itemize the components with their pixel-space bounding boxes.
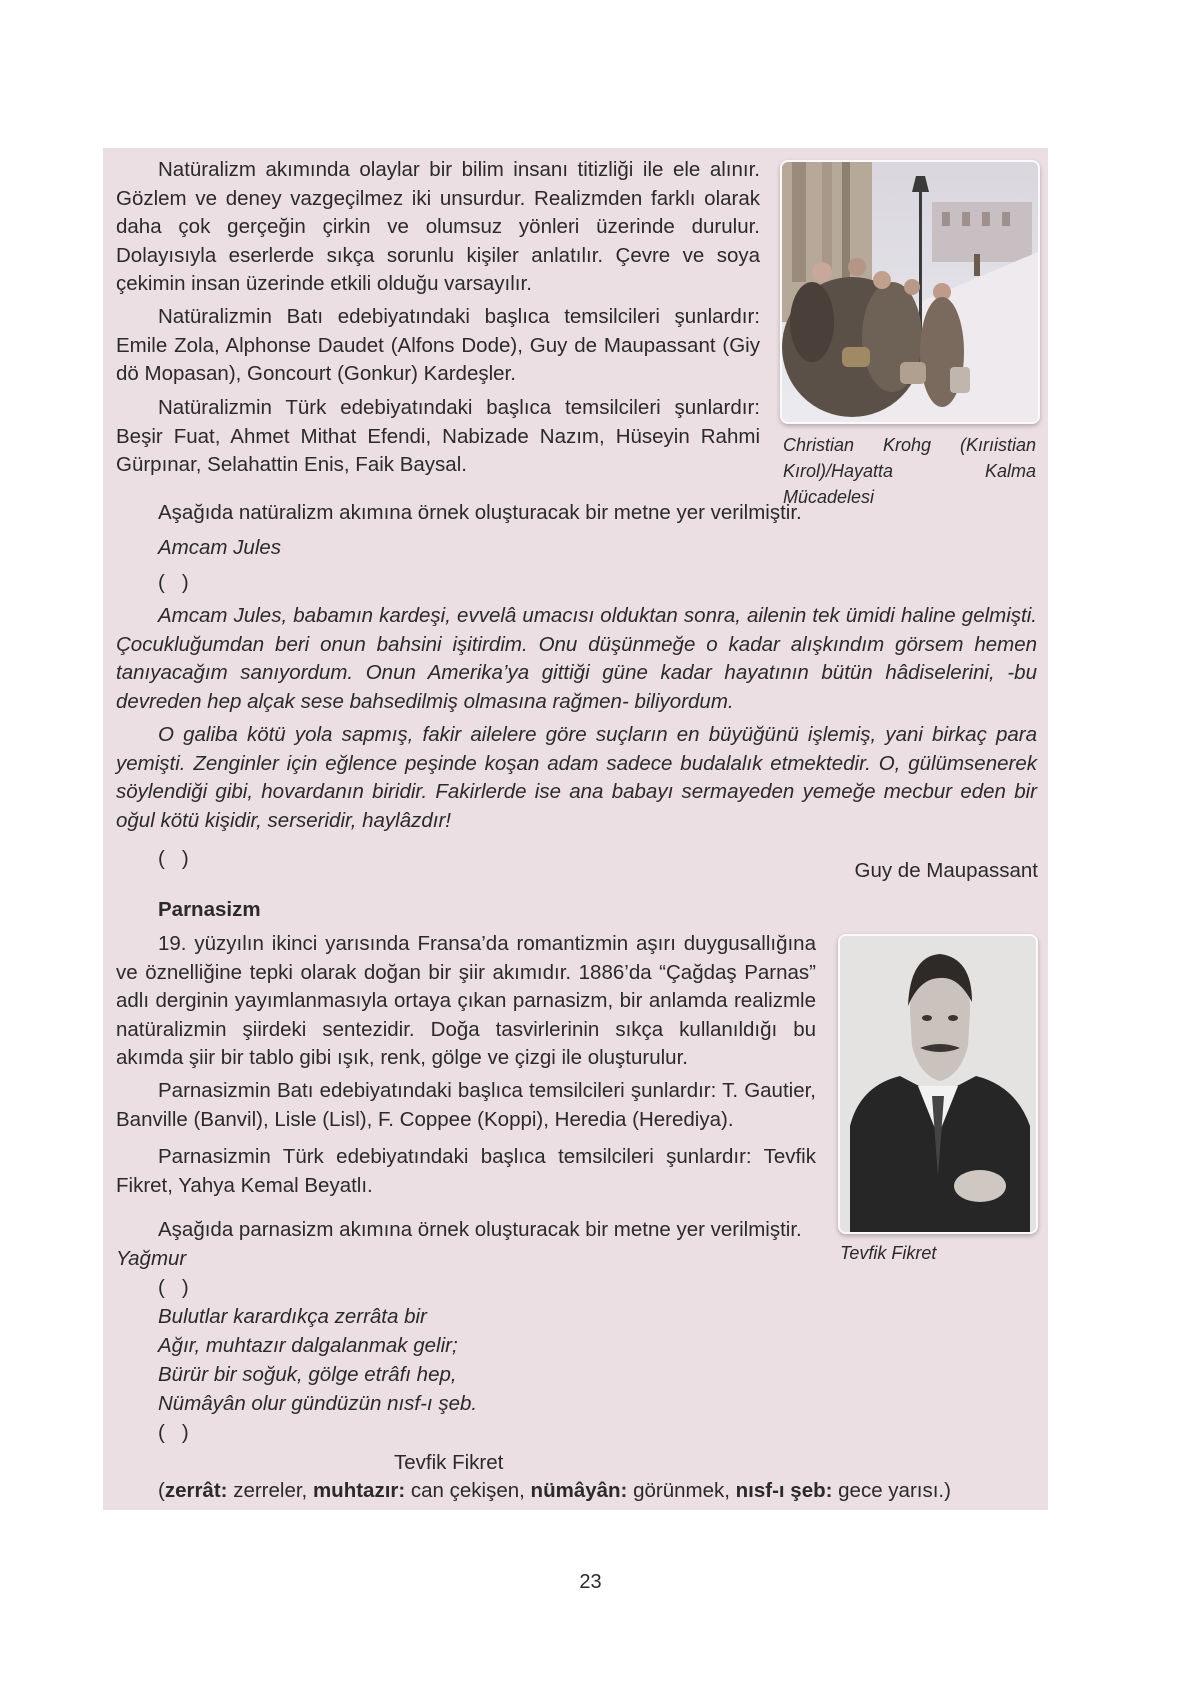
naturalism-example-paragraph-1: Amcam Jules, babamın kardeşi, evvelâ umacısı olduktan sonra, ailenin tek ümidi haline gelmişti. Çocukluğumdan beri onun bahsini işitirdim. Onu düşünmeğe o kadar alışkındım görsem hemen tanıyacağım sanıyordum. Onun Amerika’ya gittiği güne kadar hayatının bütün hâdiselerini, -bu devreden hep alçak sese bahsedilmiş olmasına rağmen- biliyordum. — [116, 604, 1037, 713]
naturalism-blank-1: ( ) — [158, 571, 189, 594]
glossary-term-3: nümâyân: — [530, 1479, 628, 1502]
painting-caption: Christian Krohg (Kırıistian Kırol)/Hayatta Kalma Mücadelesi — [783, 435, 1036, 507]
glossary-term-1: zerrât: — [164, 1479, 228, 1502]
naturalism-blank-2: ( ) — [158, 847, 189, 870]
poem-author: Tevfik Fikret — [394, 1451, 504, 1474]
naturalism-example-title: Amcam Jules — [158, 536, 282, 559]
parnassianism-paragraph-3: Parnasizmin Türk edebiyatındaki başlıca temsilcileri şunlardır: Tevfik Fikret, Yahya Kemal Beyatlı. — [116, 1145, 816, 1197]
glossary-def-4: gece yarısı.) — [832, 1479, 951, 1502]
glossary-def-3: görünmek, — [627, 1479, 736, 1502]
glossary-open: ( — [158, 1479, 165, 1502]
portrait-image — [838, 934, 1038, 1234]
glossary-term-4: nısf-ı şeb: — [735, 1479, 833, 1502]
glossary-def-1: zerreler, — [227, 1479, 313, 1502]
naturalism-paragraph-1: Natüralizm akımında olaylar bir bilim insanı titizliği ile ele alınır. Gözlem ve deney vazgeçilmez iki unsurdur. Realizmden farklı olarak daha çok gerçeğin çirkin ve olumsuz yönleri üzerinde durulur. Dolayısıyla eserlerde sıkça sorunlu kişiler anlatılır. Çevre ve soya çekimin insan üzerinde etkili olduğu varsayılır. — [116, 158, 760, 295]
poem-title: Yağmur — [116, 1247, 187, 1270]
naturalism-paragraph-2: Natüralizmin Batı edebiyatındaki başlıca temsilcileri şunlardır: Emile Zola, Alphonse Daudet (Alfons Dode), Guy de Maupassant (Giy dö Mopasan), Goncourt (Gonkur) Kardeşler. — [116, 305, 760, 385]
parnassianism-heading: Parnasizm — [158, 898, 261, 921]
page-number: 23 — [579, 1571, 602, 1593]
parnassianism-paragraph-1: 19. yüzyılın ikinci yarısında Fransa’da romantizmin aşırı duygusallığına ve öznelliğine tepki olarak doğan bir şiir akımıdır. 1886’da “Çağdaş Parnas” adlı derginin yayımlanmasıyla ortaya çıkan parnasizm, bir anlamda realizmle natüralizmin şiirdeki sentezidir. Doğa tasvirlerinin sıkça kullanıldığı bu akımda şiir bir tablo gibi ışık, renk, gölge ve çizgi ile oluşturulur. — [116, 932, 816, 1069]
poem-line-4: Nümâyân olur gündüzün nısf-ı şeb. — [158, 1392, 478, 1415]
naturalism-paragraph-3: Natüralizmin Türk edebiyatındaki başlıca temsilcileri şunlardır: Beşir Fuat, Ahmet Mithat Efendi, Nabizade Nazım, Hüseyin Rahmi Gürpınar, Selahattin Enis, Faik Baysal. — [116, 396, 760, 476]
painting-image — [780, 160, 1040, 424]
parnassianism-example-intro: Aşağıda parnasizm akımına örnek oluşturacak bir metne yer verilmiştir. — [158, 1218, 802, 1241]
poem-line-3: Bürür bir soğuk, gölge etrâfı hep, — [158, 1363, 457, 1386]
naturalism-example-intro: Aşağıda natüralizm akımına örnek oluşturacak bir metne yer verilmiştir. — [158, 501, 802, 524]
parnassianism-paragraph-2: Parnasizmin Batı edebiyatındaki başlıca temsilcileri şunlardır: T. Gautier, Banville (Banvil), Lisle (Lisl), F. Coppee (Koppi), Heredia (Herediya). — [116, 1079, 816, 1131]
portrait-caption: Tevfik Fikret — [840, 1243, 937, 1263]
glossary-term-2: muhtazır: — [312, 1479, 406, 1502]
naturalism-example-author: Guy de Maupassant — [854, 859, 1038, 882]
poem-line-2: Ağır, muhtazır dalgalanmak gelir; — [158, 1334, 458, 1357]
naturalism-example-paragraph-2: O galiba kötü yola sapmış, fakir ailelere göre suçların en büyüğünü işlemiş, yani birkaç para yemişti. Zenginler için eğlence peşinde koşan adam sadece budalalık etmektedir. O, gülümsenerek söylendiği gibi, hovardanın biridir. Fakirlerde ise ana babayı sermayeden yemeğe mecbur eden bir oğul kötü kişidir, serseridir, haylâzdır! — [116, 723, 1037, 832]
glossary — [158, 1477, 1038, 1506]
parnassianism-blank-1: ( ) — [158, 1276, 189, 1299]
glossary-def-2: can çekişen, — [405, 1479, 531, 1502]
parnassianism-blank-2: ( ) — [158, 1421, 189, 1444]
poem-line-1: Bulutlar karardıkça zerrâta bir — [158, 1305, 427, 1328]
